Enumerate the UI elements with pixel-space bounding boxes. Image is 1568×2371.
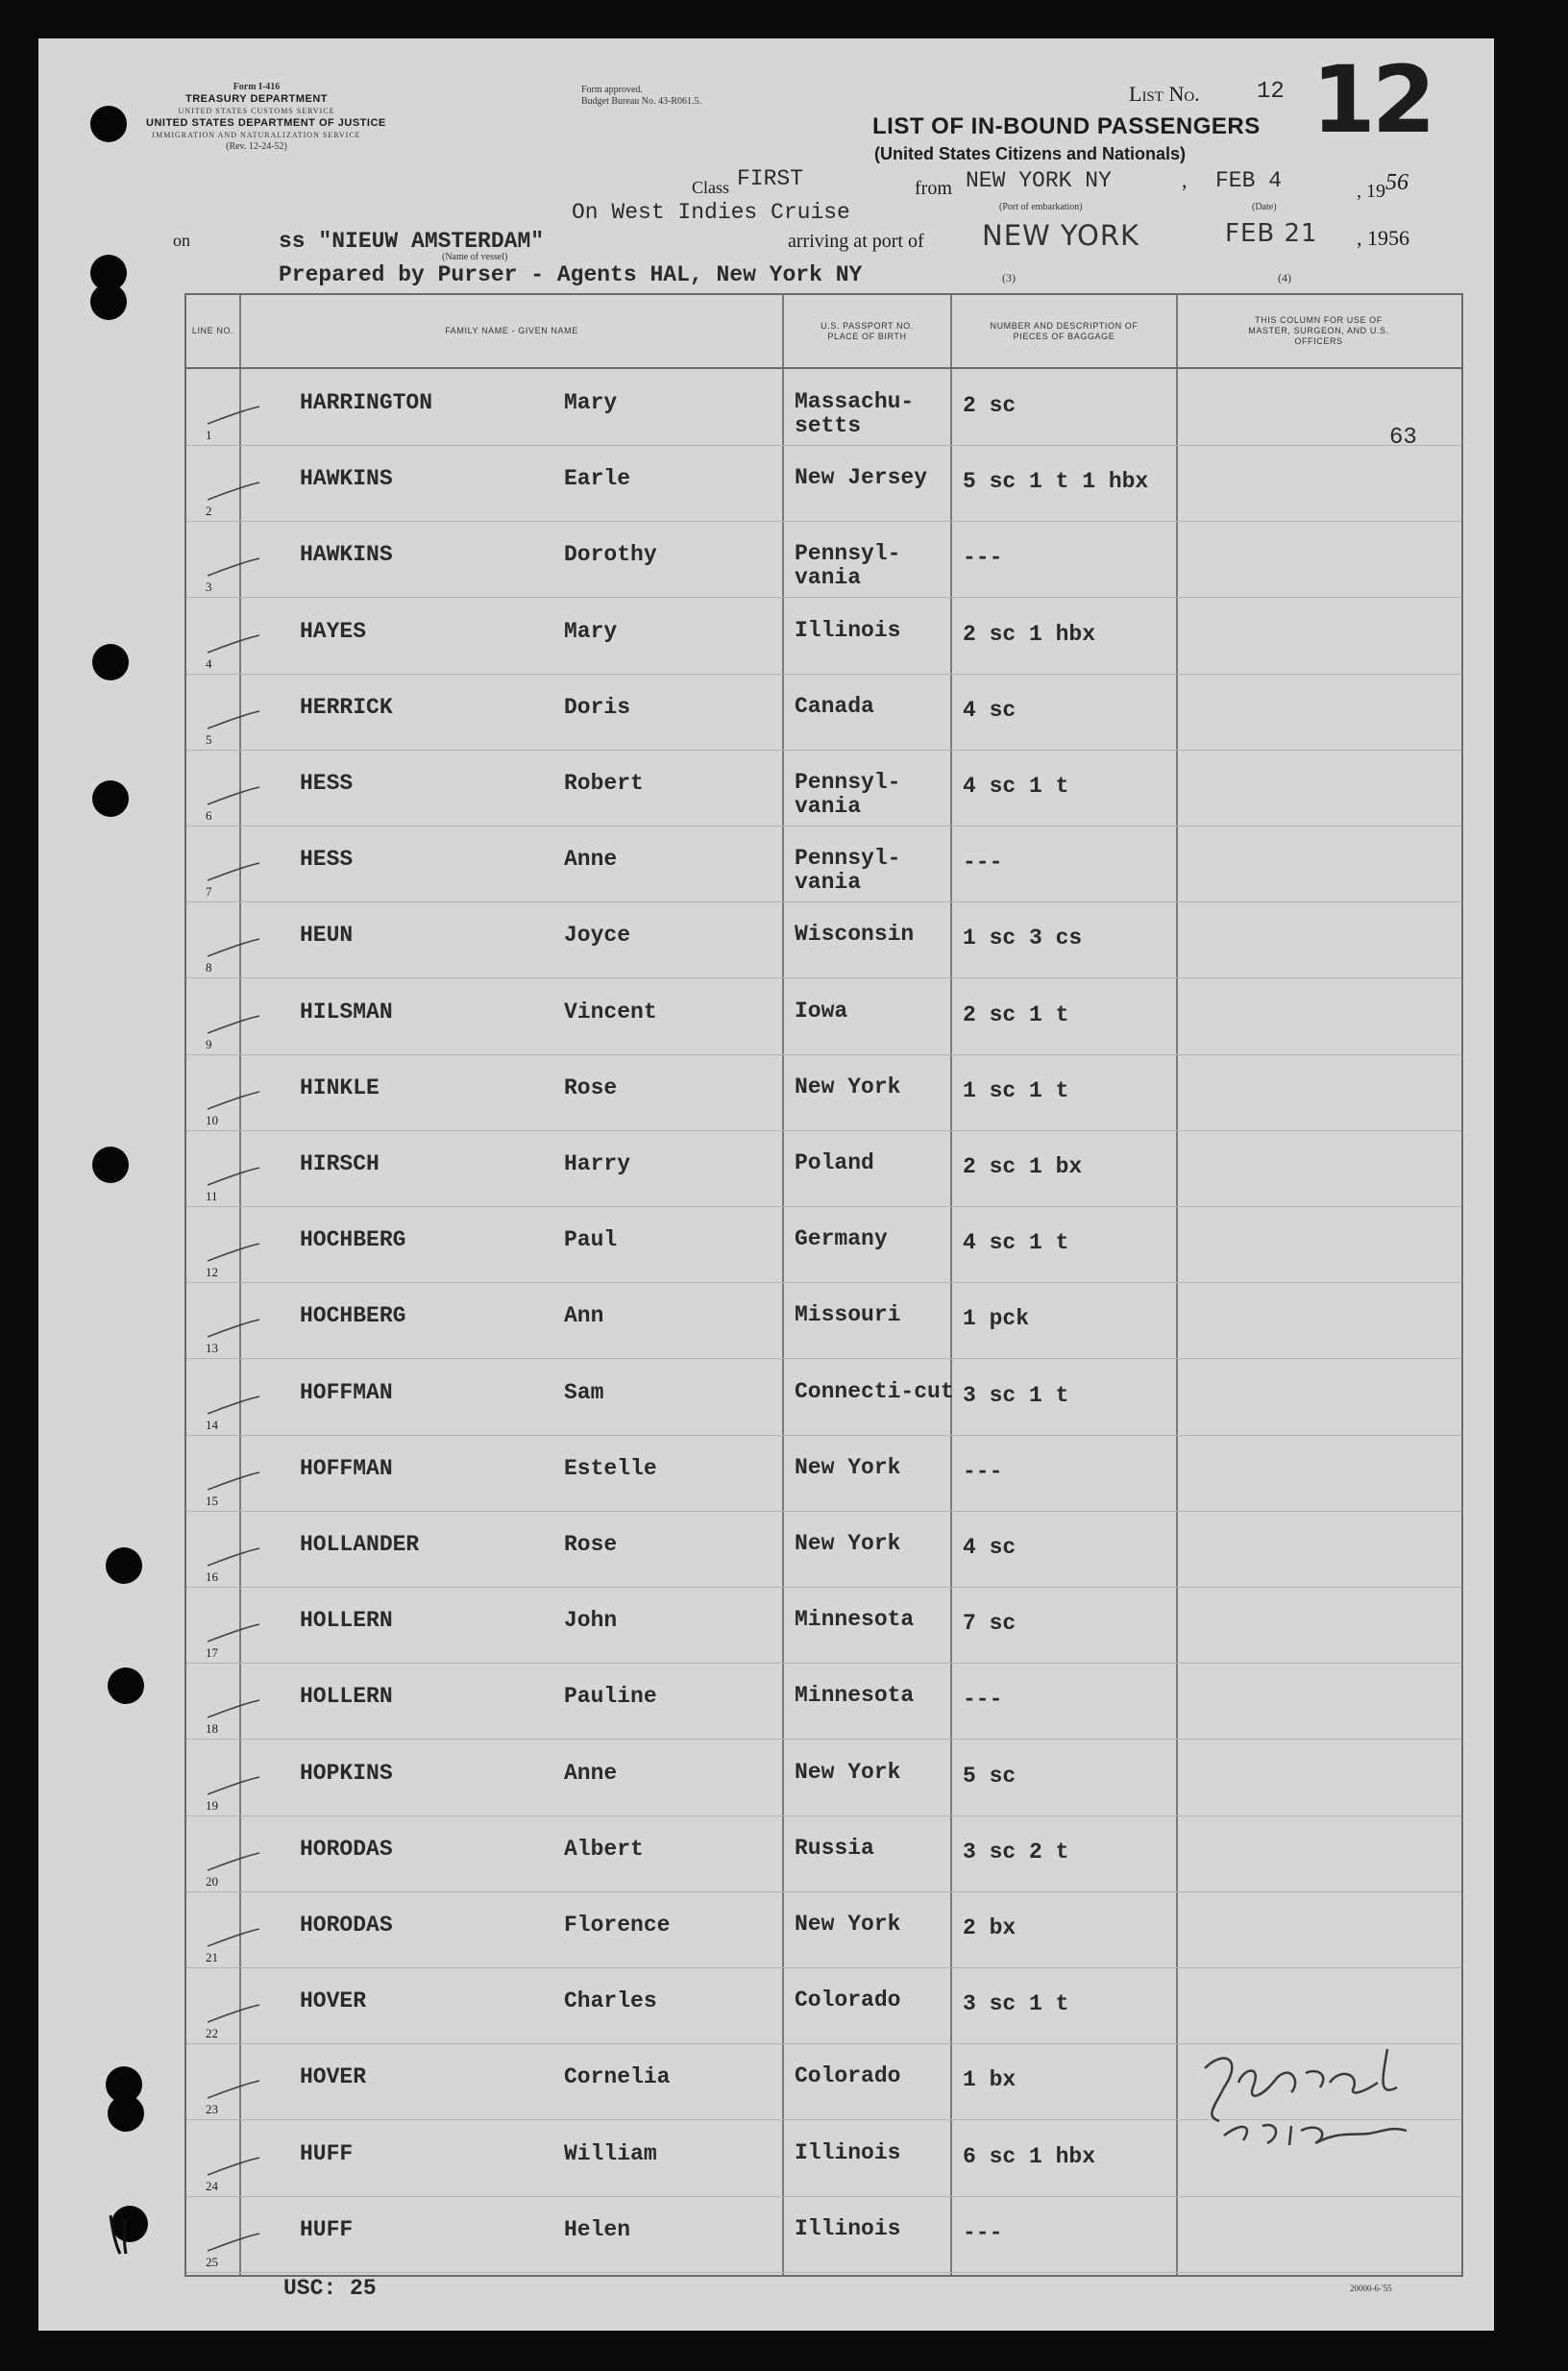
check-mark-icon: [204, 937, 261, 958]
table-row: [186, 1054, 1461, 1131]
table-row: [186, 1511, 1461, 1588]
check-mark-icon: [204, 1242, 261, 1263]
given-name: Robert: [564, 771, 644, 796]
table-row: [186, 1206, 1461, 1283]
list-no-typed: 12: [1257, 79, 1285, 105]
given-name: Doris: [564, 694, 631, 720]
given-name: Earle: [564, 466, 631, 492]
table-row: [186, 1891, 1461, 1968]
passenger-table: [184, 293, 1463, 2277]
place-of-birth: Pennsyl-vania: [795, 770, 901, 819]
vessel-name: ss "NIEUW AMSTERDAM": [279, 229, 545, 254]
line-number: 9: [206, 1036, 212, 1051]
check-mark-icon: [204, 2156, 261, 2177]
line-number: 14: [206, 1417, 218, 1432]
line-number: 16: [206, 1569, 218, 1584]
embark-comma: ,: [1182, 168, 1188, 192]
arriving-label: arriving at port of: [788, 231, 924, 252]
line-number: 24: [206, 2178, 218, 2193]
check-mark-icon: [204, 709, 261, 730]
on-label: on: [173, 231, 190, 250]
family-name: HOVER: [300, 1988, 367, 2014]
family-name: HOVER: [300, 2064, 367, 2090]
baggage-description: 4 sc 1 t: [963, 1230, 1069, 1256]
col-header-name: FAMILY NAME - GIVEN NAME: [445, 326, 578, 335]
table-row: [186, 674, 1461, 751]
line-number: 18: [206, 1721, 218, 1737]
table-row: [186, 369, 1461, 446]
family-name: HOLLERN: [300, 1608, 393, 1634]
check-mark-icon: [204, 633, 261, 654]
given-name: Charles: [564, 1988, 657, 2014]
given-name: Cornelia: [564, 2064, 671, 2090]
signature-stroke: [1205, 2049, 1397, 2121]
family-name: HOFFMAN: [300, 1379, 393, 1405]
line-number: 13: [206, 1341, 218, 1356]
baggage-description: 6 sc 1 hbx: [963, 2143, 1096, 2169]
family-name: HOLLANDER: [300, 1532, 420, 1557]
line-number: 15: [206, 1493, 218, 1508]
line-number: 4: [206, 655, 212, 671]
place-of-birth: New York: [795, 1759, 901, 1785]
approval-note: [581, 85, 701, 108]
place-of-birth: Illinois: [795, 2139, 901, 2165]
punch-hole-icon: [106, 1547, 142, 1584]
given-name: Helen: [564, 2216, 631, 2242]
year-handwritten: 56: [1385, 170, 1409, 195]
baggage-description: 3 sc 1 t: [963, 1991, 1069, 2017]
place-of-birth: New Jersey: [795, 465, 928, 491]
line-number: 17: [206, 1645, 218, 1661]
embarkation-port: NEW YORK NY: [966, 168, 1112, 193]
given-name: Sam: [564, 1379, 604, 1405]
arrival-year: , 1956: [1357, 226, 1409, 250]
punch-hole-icon: [108, 2095, 144, 2132]
table-row: [186, 1282, 1461, 1359]
place-of-birth: Pennsyl-vania: [795, 846, 901, 896]
list-no-label: List No.: [1129, 82, 1200, 106]
punch-hole-icon: [90, 284, 127, 320]
given-name: Dorothy: [564, 542, 657, 568]
baggage-description: ---: [963, 1458, 1003, 1484]
table-row: [186, 826, 1461, 902]
check-mark-icon: [204, 1775, 261, 1796]
family-name: HAWKINS: [300, 466, 393, 492]
officer-signature: [1186, 2030, 1455, 2155]
family-name: HOCHBERG: [300, 1227, 406, 1253]
family-name: HINKLE: [300, 1074, 380, 1100]
place-of-birth: Missouri: [795, 1302, 901, 1328]
punch-hole-icon: [92, 644, 129, 680]
check-mark-icon: [204, 1014, 261, 1035]
baggage-description: 2 sc 1 bx: [963, 1154, 1083, 1179]
signature-time-stroke: [1224, 2125, 1407, 2145]
given-name: Joyce: [564, 923, 631, 949]
place-of-birth: Illinois: [795, 617, 901, 643]
baggage-description: 5 sc: [963, 1763, 1017, 1789]
table-row: [186, 521, 1461, 598]
line-number: 12: [206, 1265, 218, 1280]
check-mark-icon: [204, 2232, 261, 2253]
check-mark-icon: [204, 1166, 261, 1187]
baggage-description: 1 sc 3 cs: [963, 926, 1083, 951]
table-row: [186, 750, 1461, 827]
check-mark-icon: [204, 405, 261, 426]
place-of-birth: New York: [795, 1454, 901, 1480]
footer-print-code: 20000-6-'55: [1350, 2284, 1392, 2293]
manifest-sheet: [38, 38, 1494, 2331]
table-row: [186, 1815, 1461, 1892]
family-name: HERRICK: [300, 694, 393, 720]
line-number: 11: [206, 1189, 218, 1203]
col-header-officers: THIS COLUMN FOR USE OF MASTER, SURGEON, AND U.S. OFFICERS: [1248, 315, 1389, 346]
punch-hole-icon: [92, 780, 129, 817]
form-number: Form I-416: [233, 82, 281, 92]
given-name: Anne: [564, 1760, 618, 1786]
check-mark-icon: [204, 1546, 261, 1568]
line-number: 2: [206, 504, 212, 519]
baggage-description: 1 sc 1 t: [963, 1077, 1069, 1103]
given-name: Ann: [564, 1303, 604, 1329]
check-mark-icon: [204, 1927, 261, 1948]
line-number: 23: [206, 2102, 218, 2117]
signature-caption: L.J. Dowd 1:30 pm: [1186, 2030, 1194, 2031]
family-name: HARRINGTON: [300, 390, 433, 415]
table-row: [186, 2196, 1461, 2273]
place-of-birth: New York: [795, 1074, 901, 1099]
vessel-note: (Name of vessel): [442, 252, 508, 262]
check-mark-icon: [204, 1622, 261, 1643]
line-number: 19: [206, 1797, 218, 1813]
check-mark-icon: [204, 1318, 261, 1339]
table-row: [186, 1663, 1461, 1740]
baggage-description: ---: [963, 545, 1003, 571]
place-of-birth: Massachu-setts: [795, 389, 915, 438]
place-of-birth: Pennsyl-vania: [795, 541, 901, 591]
class-value: FIRST: [737, 166, 804, 191]
place-of-birth: Russia: [795, 1835, 874, 1861]
footer-count: USC: 25: [283, 2276, 377, 2301]
place-of-birth: Illinois: [795, 2215, 901, 2241]
given-name: Vincent: [564, 999, 657, 1025]
given-name: John: [564, 1608, 618, 1634]
punch-hole-icon: [108, 1667, 144, 1704]
family-name: HILSMAN: [300, 999, 393, 1025]
check-mark-icon: [204, 785, 261, 806]
punch-hole-icon: [90, 106, 127, 142]
year-printed: , 19: [1357, 181, 1385, 202]
family-name: HOCHBERG: [300, 1303, 406, 1329]
given-name: Paul: [564, 1227, 618, 1253]
check-mark-icon: [204, 2003, 261, 2024]
from-label: from: [915, 178, 952, 199]
check-mark-icon: [204, 1698, 261, 1719]
family-name: HORODAS: [300, 1913, 393, 1938]
place-of-birth: Poland: [795, 1150, 874, 1175]
arrival-port: NEW YORK: [982, 219, 1140, 252]
table-row: [186, 978, 1461, 1055]
place-of-birth: Colorado: [795, 2063, 901, 2089]
approved-text: Form approved.: [581, 85, 643, 95]
place-of-birth: Germany: [795, 1226, 888, 1252]
family-name: HUFF: [300, 2140, 354, 2166]
place-of-birth: Connecti-cut: [795, 1378, 954, 1404]
cruise-note: On West Indies Cruise: [572, 200, 850, 225]
table-row: [186, 901, 1461, 978]
embarkation-note: (Port of embarkation): [999, 202, 1083, 212]
col-header-baggage: NUMBER AND DESCRIPTION OF PIECES OF BAGGAGE: [990, 320, 1139, 341]
given-name: Rose: [564, 1532, 618, 1557]
list-no-stamp: 12: [1311, 46, 1433, 154]
check-mark-icon: [204, 1470, 261, 1492]
baggage-description: 4 sc: [963, 1535, 1017, 1560]
given-name: Mary: [564, 618, 618, 644]
budget-number: Budget Bureau No. 43-R061.5.: [581, 96, 701, 107]
given-name: Mary: [564, 390, 618, 415]
check-mark-icon: [204, 861, 261, 882]
table-row: [186, 1587, 1461, 1664]
check-mark-icon: [204, 1851, 261, 1872]
baggage-description: 2 sc 1 hbx: [963, 621, 1096, 647]
given-name: Estelle: [564, 1455, 657, 1481]
departure-date: FEB 4: [1215, 168, 1283, 193]
family-name: HOFFMAN: [300, 1455, 393, 1481]
baggage-description: ---: [963, 850, 1003, 876]
baggage-description: 1 pck: [963, 1306, 1030, 1332]
given-name: Pauline: [564, 1684, 657, 1710]
customs-service: UNITED STATES CUSTOMS SERVICE: [178, 107, 335, 115]
table-row: [186, 1740, 1461, 1816]
line-number: 5: [206, 731, 212, 747]
date-note: (Date): [1252, 202, 1277, 212]
table-row: [186, 445, 1461, 522]
page-subtitle: (United States Citizens and Nationals): [874, 144, 1187, 163]
prepared-by: Prepared by Purser - Agents HAL, New York NY: [279, 262, 863, 287]
table-row: [186, 1130, 1461, 1207]
class-label: Class: [692, 178, 730, 197]
check-mark-icon: [204, 481, 261, 502]
page-title: LIST OF IN-BOUND PASSENGERS: [872, 113, 1261, 139]
line-number: 3: [206, 580, 212, 595]
baggage-description: 4 sc 1 t: [963, 774, 1069, 799]
check-mark-icon: [204, 556, 261, 578]
family-name: HAWKINS: [300, 542, 393, 568]
line-number: 10: [206, 1112, 218, 1127]
baggage-description: 7 sc: [963, 1611, 1017, 1637]
family-name: HIRSCH: [300, 1151, 380, 1176]
table-row: [186, 1435, 1461, 1512]
col-header-line-no: LINE NO.: [191, 326, 234, 335]
table-row: [186, 1359, 1461, 1436]
baggage-description: 1 bx: [963, 2067, 1017, 2093]
family-name: HORODAS: [300, 1836, 393, 1862]
revision-date: (Rev. 12-24-52): [226, 141, 287, 152]
baggage-description: 4 sc: [963, 697, 1017, 723]
baggage-description: ---: [963, 1687, 1003, 1713]
line-number: 20: [206, 1873, 218, 1889]
line-number: 25: [206, 2254, 218, 2269]
check-mark-icon: [204, 1395, 261, 1416]
place-of-birth: Colorado: [795, 1988, 901, 2013]
place-of-birth: Canada: [795, 693, 874, 719]
baggage-description: 3 sc 2 t: [963, 1839, 1069, 1865]
check-mark-icon: [204, 1090, 261, 1111]
line-number: 21: [206, 1950, 218, 1964]
line-number: 1: [206, 428, 212, 442]
line-number: 22: [206, 2026, 218, 2041]
family-name: HOPKINS: [300, 1760, 393, 1786]
col-header-passport: U.S. PASSPORT NO. PLACE OF BIRTH: [821, 320, 914, 341]
given-name: Harry: [564, 1151, 631, 1176]
given-name: Rose: [564, 1074, 618, 1100]
place-of-birth: New York: [795, 1912, 901, 1937]
departure-year: [1357, 170, 1409, 204]
treasury-heading: TREASURY DEPARTMENT: [184, 93, 329, 105]
col3-marker: (3): [1002, 271, 1016, 284]
given-name: Anne: [564, 847, 618, 873]
given-name: Florence: [564, 1913, 671, 1938]
line-number: 7: [206, 884, 212, 900]
agency-block: [146, 82, 386, 153]
place-of-birth: Wisconsin: [795, 922, 915, 948]
immigration-service: IMMIGRATION AND NATURALIZATION SERVICE: [152, 131, 361, 139]
baggage-description: 5 sc 1 t 1 hbx: [963, 469, 1149, 495]
baggage-description: 2 bx: [963, 1915, 1017, 1940]
family-name: HESS: [300, 847, 354, 873]
given-name: William: [564, 2140, 657, 2166]
line-number: 6: [206, 808, 212, 823]
family-name: HEUN: [300, 923, 354, 949]
margin-mark: [101, 2210, 139, 2259]
officer-mark: 63: [1389, 425, 1417, 451]
place-of-birth: New York: [795, 1531, 901, 1556]
table-row: [186, 598, 1461, 675]
baggage-description: 2 sc 1 t: [963, 1001, 1069, 1027]
baggage-description: 3 sc 1 t: [963, 1382, 1069, 1408]
family-name: HOLLERN: [300, 1684, 393, 1710]
check-mark-icon: [204, 2079, 261, 2100]
place-of-birth: Minnesota: [795, 1607, 915, 1633]
place-of-birth: Minnesota: [795, 1683, 915, 1709]
line-number: 8: [206, 960, 212, 976]
col4-marker: (4): [1278, 271, 1291, 284]
baggage-description: 2 sc: [963, 393, 1017, 418]
punch-hole-icon: [92, 1147, 129, 1183]
given-name: Albert: [564, 1836, 644, 1862]
arrival-date: FEB 21: [1225, 219, 1318, 248]
place-of-birth: Iowa: [795, 998, 848, 1024]
family-name: HAYES: [300, 618, 367, 644]
family-name: HESS: [300, 771, 354, 796]
justice-heading: UNITED STATES DEPARTMENT OF JUSTICE: [146, 117, 386, 129]
baggage-description: ---: [963, 2219, 1003, 2245]
family-name: HUFF: [300, 2216, 354, 2242]
